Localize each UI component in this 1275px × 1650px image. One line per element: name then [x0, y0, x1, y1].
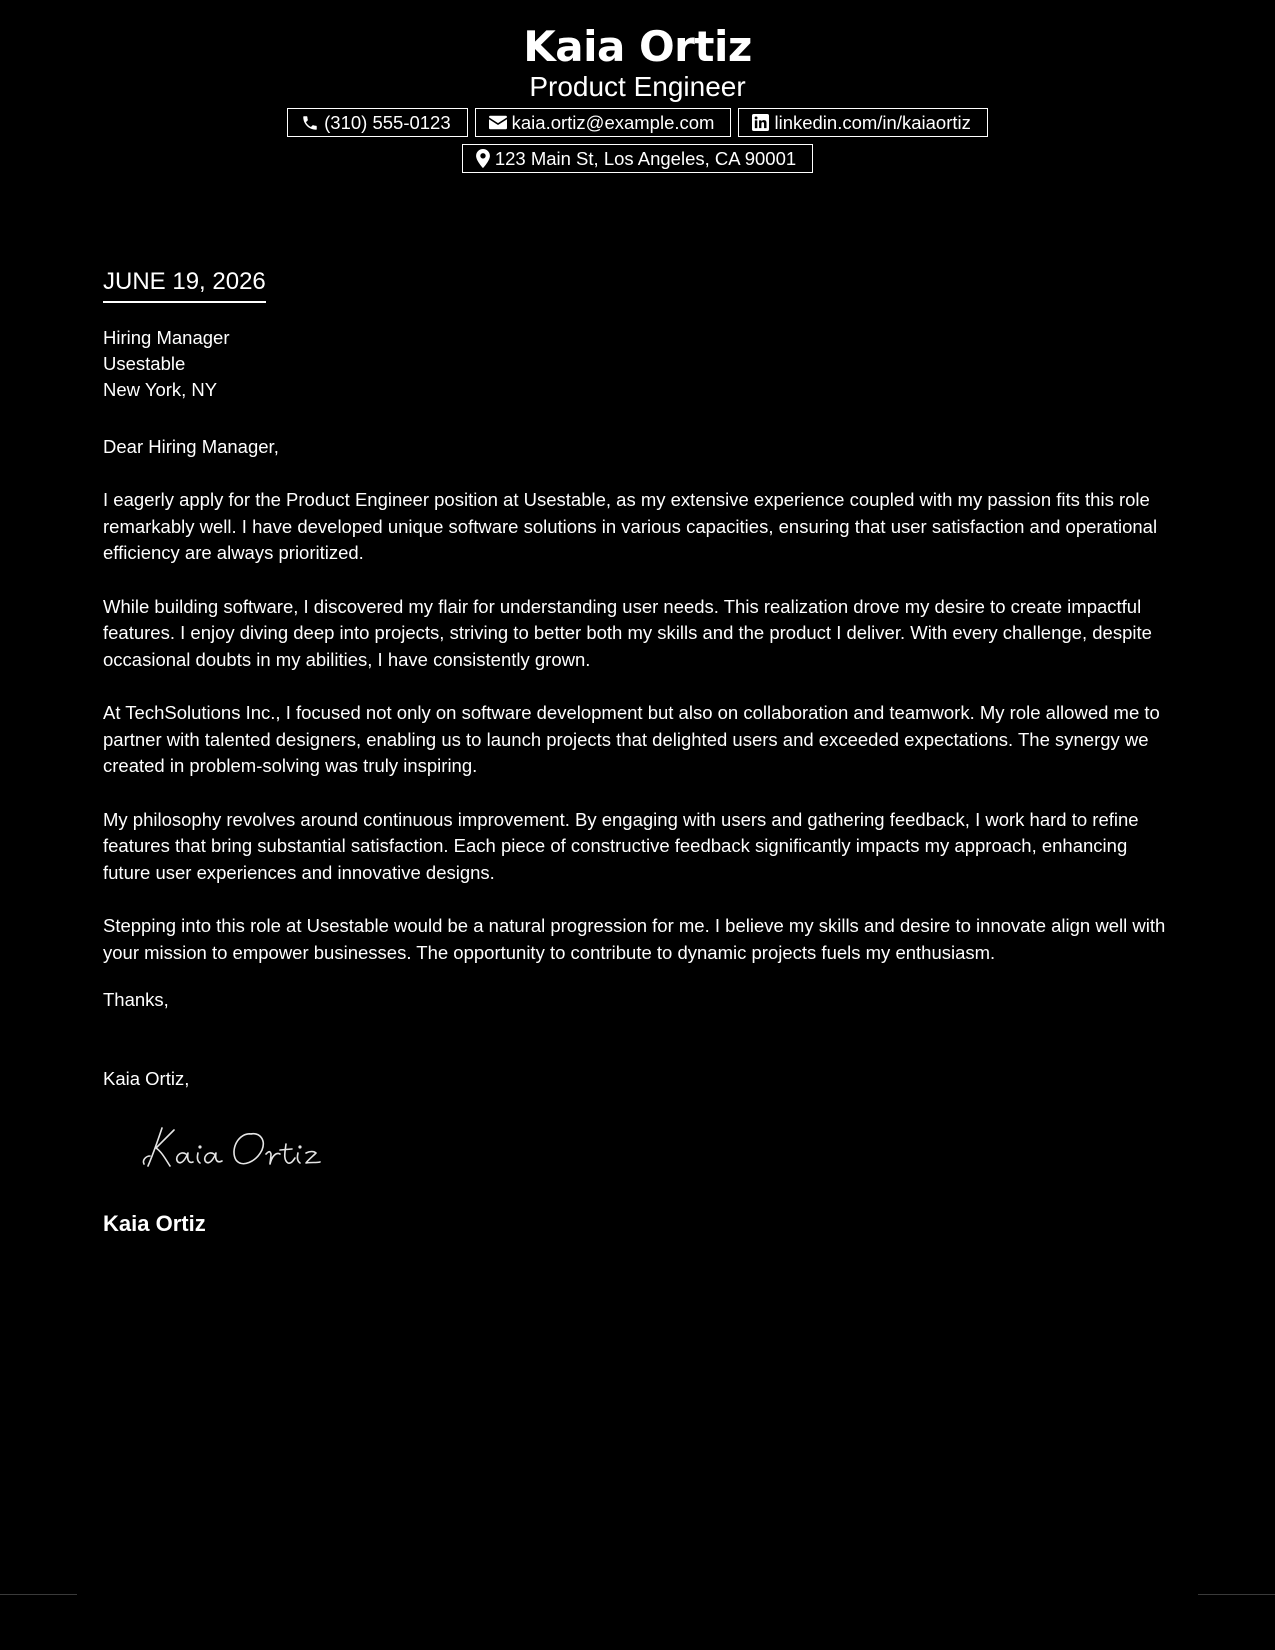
greeting: Dear Hiring Manager,: [103, 436, 279, 457]
closing: Thanks,: [103, 989, 169, 1010]
paragraph: I eagerly apply for the Product Engineer position at Usestable, as my extensive experience coupled with my passion fits this role remarkably well. I have developed unique software solutions in various capacities, ensuring that user satisfaction and operational efficiency are always prioritized.: [103, 489, 1158, 563]
signoff-name: Kaia Ortiz,: [103, 1068, 190, 1089]
paragraph: While building software, I discovered my flair for understanding user needs. This realization drove my desire to create impactful features. I enjoy diving deep into projects, striving to better both my skills and the product I deliver. With every challenge, despite occasional doubts in my abilities, I have consistently grown.: [103, 595, 1152, 670]
contact-row-address: [0, 144, 1275, 173]
paragraph: Stepping into this role at Usestable would be a natural progression for me. I believe my skills and desire to innovate align well with your mission to empower businesses. The opportunity to contribute to dynamic projects fuels my enthusiasm.: [103, 915, 1166, 963]
applicant-name: Kaia Ortiz: [523, 22, 752, 71]
address-text: 123 Main St, Los Angeles, CA 90001: [494, 147, 797, 169]
recipient-company: Usestable: [103, 353, 186, 374]
applicant-title: Product Engineer: [529, 71, 746, 102]
footer-rule-left: [0, 1594, 77, 1595]
email-contact[interactable]: [475, 108, 732, 137]
contact-row: [0, 108, 1275, 137]
phone-contact[interactable]: [287, 108, 468, 137]
envelope-icon: [489, 115, 507, 130]
letter-header: [0, 22, 1275, 173]
recipient-name: Hiring Manager: [103, 327, 230, 348]
handwritten-signature: [140, 1120, 340, 1180]
recipient-location: New York, NY: [103, 379, 218, 400]
letter-date: JUNE 19, 2026: [103, 265, 266, 303]
phone-icon: [301, 114, 319, 132]
letter-paragraphs: [103, 487, 1173, 993]
linkedin-icon: [752, 114, 769, 131]
linkedin-text: linkedin.com/in/kaiaortiz: [774, 111, 971, 133]
paragraph: At TechSolutions Inc., I focused not only on software development but also on collaboration and teamwork. My role allowed me to partner with talented designers, enabling us to launch projects that delighted users and exceeded expectations. The synergy we created in problem-solving was truly inspiring.: [103, 702, 1160, 776]
paragraph: My philosophy revolves around continuous improvement. By engaging with users and gathering feedback, I work hard to refine features that bring substantial satisfaction. Each piece of constructive feedback significantly impacts my approach, enhancing future user experiences and innovative designs.: [103, 808, 1139, 883]
email-text: kaia.ortiz@example.com: [511, 111, 715, 133]
phone-text: (310) 555-0123: [324, 111, 451, 133]
recipient-block: [103, 325, 229, 403]
footer-rule-right: [1198, 1594, 1275, 1595]
map-pin-icon: [476, 149, 490, 168]
linkedin-contact[interactable]: [738, 108, 987, 137]
printed-name: Kaia Ortiz: [103, 1211, 206, 1236]
address-contact[interactable]: [462, 144, 813, 173]
